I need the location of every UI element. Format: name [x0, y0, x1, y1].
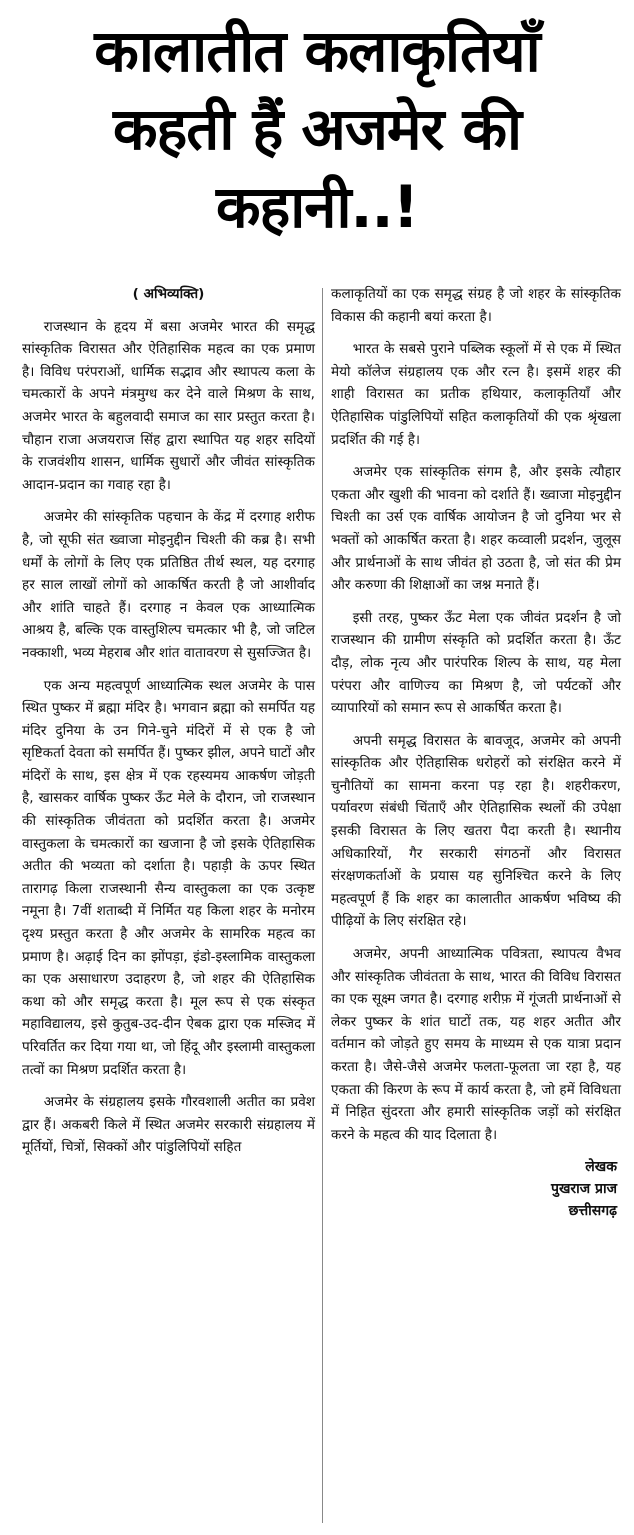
- byline-role: लेखक: [585, 1159, 617, 1176]
- paragraph: अजमेर की सांस्कृतिक पहचान के केंद्र में दरगाह शरीफ है, जो सूफी संत ख्वाजा मोइनुद्दीन चिश्ती की कब्र है। सभी धर्मों के लोगों के लिए एक प्रतिष्ठित तीर्थ स्थल, यह दरगाह हर साल लाखों लोगों को आकर्षित करती है जो आशीर्वाद और शांति चाहते हैं। दरगाह न केवल एक आध्यात्मिक आश्रय है, बल्कि एक वास्तुशिल्प चमत्कार भी है, जो जटिल नक्काशी, भव्य मेहराब और शांत वातावरण से सुसज्जित है।: [22, 509, 315, 661]
- headline: [0, 12, 634, 246]
- headline-line-1: कालातीत कलाकृतियाँ: [94, 17, 540, 85]
- byline-place: छत्तीसगढ़: [568, 1203, 617, 1220]
- paragraph: राजस्थान के हृदय में बसा अजमेर भारत की समृद्ध सांस्कृतिक विरासत और ऐतिहासिक महत्व का एक प्रमाण है। विविध परंपराओं, धार्मिक सद्भाव और स्थापत्य कला के चमत्कारों के अपने मंत्रमुग्ध कर देने वाले मिश्रण के साथ, अजमेर भारत के बहुलवादी समाज का सार प्रस्तुत करता है। चौहान राजा अजयराज सिंह द्वारा स्थापित यह शहर सदियों के राजवंशीय शासन, धार्मिक सुधारों और जीवंत सांस्कृतिक आदान-प्रदान का गवाह रहा है।: [22, 318, 315, 493]
- byline: [331, 1156, 617, 1222]
- article-column-left: [22, 283, 315, 1169]
- paragraph: इसी तरह, पुष्कर ऊँट मेला एक जीवंत प्रदर्शन है जो राजस्थान की ग्रामीण संस्कृति को प्रदर्शित करता है। ऊँट दौड़, लोक नृत्य और पारंपरिक शिल्प के साथ, यह मेला परंपरा और वाणिज्य का मिश्रण है, जो पर्यटकों और व्यापारियों को समान रूप से आकर्षित करता है।: [331, 609, 621, 717]
- paragraph: अजमेर, अपनी आध्यात्मिक पवित्रता, स्थापत्य वैभव और सांस्कृतिक जीवंतता के साथ, भारत की विविध विरासत का एक सूक्ष्म जगत है। दरगाह शरीफ़ में गूंजती प्रार्थनाओं से लेकर पुष्कर के शांत घाटों तक, यह शहर अतीत और वर्तमान को जोड़ते हुए समय के माध्यम से एक यात्रा प्रदान करता है। जैसे-जैसे अजमेर फलता-फूलता जा रहा है, यह एकता की किरण के रूप में कार्य करता है, जो हमें विविधता में निहित सुंदरता और हमारी सांस्कृतिक जड़ों को संरक्षित करने के महत्व की याद दिलाता है।: [331, 946, 621, 1143]
- byline-name: पुखराज प्राज: [551, 1181, 617, 1198]
- column-divider: [322, 288, 323, 1523]
- headline-line-2: कहती हैं अजमेर की: [112, 95, 522, 163]
- paragraph: अपनी समृद्ध विरासत के बावजूद, अजमेर को अपनी सांस्कृतिक और ऐतिहासिक धरोहरों को संरक्षित करने में चुनौतियों का सामना करना पड़ रहा है। शहरीकरण, पर्यावरण संबंधी चिंताएँ और ऐतिहासिक स्थलों की उपेक्षा इसकी विरासत के लिए खतरा पैदा करती है। स्थानीय अधिकारियों, गैर सरकारी संगठनों और विरासत संरक्षणकर्ताओं के प्रयास यह सुनिश्चित करने के लिए महत्वपूर्ण हैं कि शहर का कालातीत आकर्षण भविष्य की पीढ़ियों के लिए संरक्षित रहे।: [331, 732, 621, 930]
- article-column-right: [331, 283, 621, 1222]
- headline-line-3: कहानी..!: [215, 173, 419, 241]
- paragraph: एक अन्य महत्वपूर्ण आध्यात्मिक स्थल अजमेर के पास स्थित पुष्कर में ब्रह्मा मंदिर है। भगवान ब्रह्मा को समर्पित यह मंदिर दुनिया के उन गिने-चुने मंदिरों में से एक है जो सृष्टिकर्ता देवता को समर्पित हैं। पुष्कर झील, अपने घाटों और मंदिरों के साथ, इस क्षेत्र में एक रहस्यमय आकर्षण जोड़ती है, खासकर वार्षिक पुष्कर ऊँट मेले के दौरान, जो राजस्थान की सांस्कृतिक जीवंतता को प्रदर्शित करता है। अजमेर वास्तुकला के चमत्कारों का खजाना है जो इसके ऐतिहासिक अतीत की भव्यता को दर्शाता है। पहाड़ी के ऊपर स्थित तारागढ़ किला राजस्थानी सैन्य वास्तुकला का एक उत्कृष्ट नमूना है। 7वीं शताब्दी में निर्मित यह किला शहर के मनोरम दृश्य प्रस्तुत करता है और अजमेर के सामरिक महत्व का प्रमाण है। अढ़ाई दिन का झोंपड़ा, इंडो-इस्लामिक वास्तुकला का एक असाधारण उदाहरण है, जो शहर की ऐतिहासिक कथा को और समृद्ध करता है। मूल रूप से एक संस्कृत महाविद्यालय, इसे कुतुब-उद-दीन ऐबक द्वारा एक मस्जिद में परिवर्तित कर दिया गया था, जो हिंदू और इस्लामी वास्तुकला तत्वों का मिश्रण प्रदर्शित करता है।: [22, 677, 315, 1078]
- section-tag: ( अभिव्यक्ति): [132, 286, 205, 302]
- paragraph: कलाकृतियों का एक समृद्ध संग्रह है जो शहर के सांस्कृतिक विकास की कहानी बयां करता है।: [331, 286, 621, 325]
- paragraph: अजमेर एक सांस्कृतिक संगम है, और इसके त्यौहार एकता और खुशी की भावना को दर्शाते हैं। ख्वाजा मोइनुद्दीन चिश्ती का उर्स एक वार्षिक आयोजन है जो दुनिया भर से भक्तों को आकर्षित करता है। शहर कव्वाली प्रदर्शन, जुलूस और प्रार्थनाओं के साथ जीवंत हो उठता है, जो संत की प्रेम और करुणा की शिक्षाओं का जश्न मनाते हैं।: [331, 464, 621, 594]
- paragraph: भारत के सबसे पुराने पब्लिक स्कूलों में से एक में स्थित मेयो कॉलेज संग्रहालय एक और रत्न है। इसमें शहर की शाही विरासत का प्रतीक हथियार, कलाकृतियाँ और ऐतिहासिक पांडुलिपियों सहित कलाकृतियों की एक श्रृंखला प्रदर्शित की गई है।: [331, 341, 621, 448]
- paragraph: अजमेर के संग्रहालय इसके गौरवशाली अतीत का प्रवेश द्वार हैं। अकबरी किले में स्थित अजमेर सरकारी संग्रहालय में मूर्तियों, चित्रों, सिक्कों और पांडुलिपियों सहित: [22, 1094, 315, 1156]
